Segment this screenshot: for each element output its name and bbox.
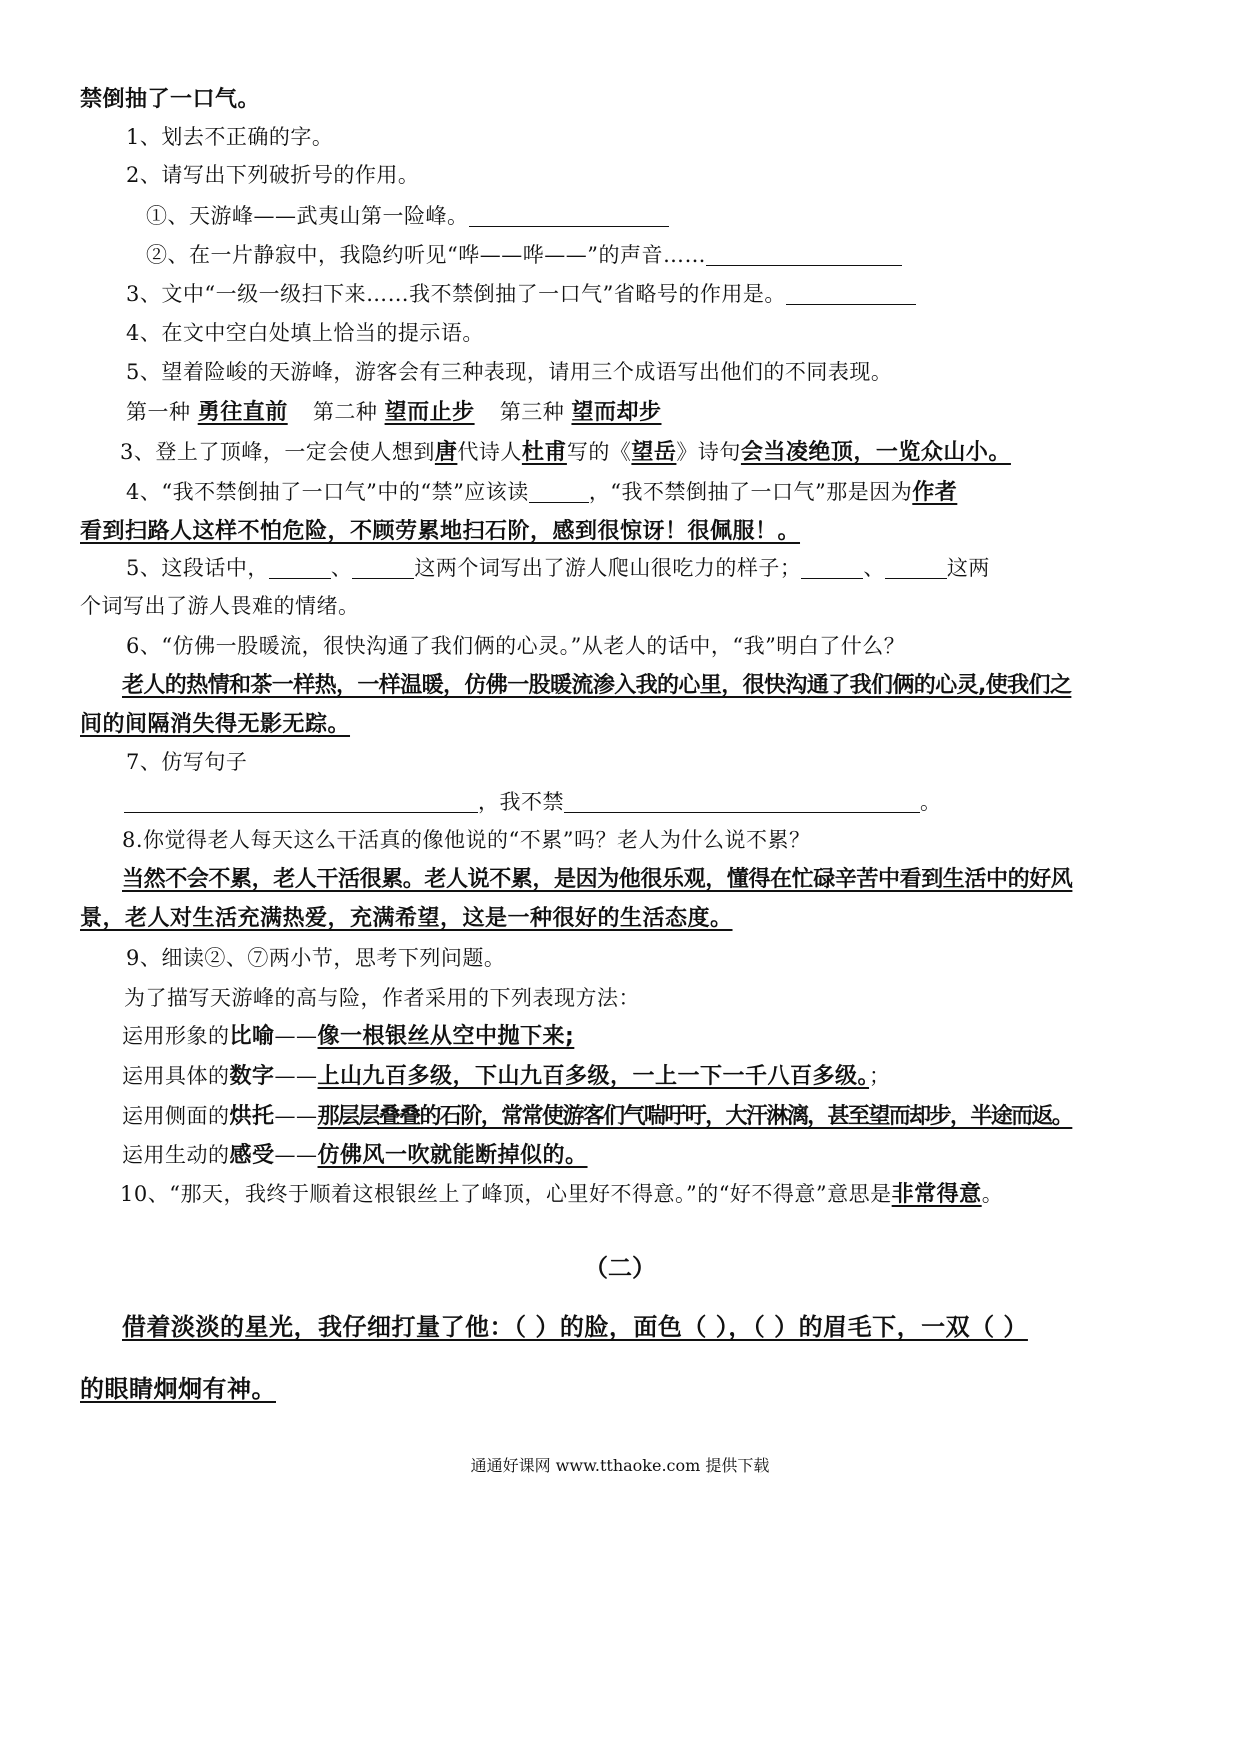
review-9-numbers [122, 1062, 891, 1091]
question-text: ； [869, 1064, 891, 1088]
label: 第二种 [312, 400, 378, 424]
answer-text: 上山九百多级，下山九百多级，一上一下一千八百多级。 [317, 1064, 870, 1089]
answer-blank[interactable] [529, 480, 589, 503]
review-8-answer [122, 866, 1072, 894]
label: 第三种 [499, 400, 565, 424]
answer-text: 会当凌绝顶，一览众山小。 [740, 440, 1011, 465]
answer-blank[interactable] [469, 204, 669, 227]
answer-blank[interactable] [564, 790, 920, 813]
review-3 [120, 438, 1011, 467]
label: 第一种 [126, 400, 191, 424]
answer-text: 老人的热情和茶一样热，一样温暖，仿佛一股暖流渗入我的心里，很快沟通了我们俩的心灵,使我们之 [122, 673, 1072, 698]
answer-blank[interactable] [706, 243, 902, 266]
answer-text: 像一根银丝从空中抛下来; [317, 1024, 575, 1049]
answer-blank[interactable] [269, 556, 331, 579]
answer-text: 看到扫路人这样不怕危险，不顾劳累地扫石阶，感到很惊讶！很佩服！。 [80, 519, 801, 544]
review-5 [126, 554, 990, 582]
question-text: —— [274, 1104, 318, 1128]
question-text: 这两个词写出了游人爬山很吃力的样子； [414, 556, 802, 580]
keyword: 感受 [229, 1143, 275, 1168]
review-9-intro [124, 984, 640, 1012]
question-2b [146, 241, 902, 269]
question-text: ②、在一片静寂中，我隐约听见“哗——哗——”的声音…… [146, 243, 706, 267]
question-text: 。 [981, 1182, 1004, 1206]
answer-text: 望而却步 [571, 400, 662, 425]
review-4-cont [80, 517, 800, 546]
question-text: 10、“那天，我终于顺着这根银丝上了峰顶，心里好不得意。”的“好不得意”意思是 [120, 1182, 892, 1206]
review-6-answer [122, 672, 1071, 700]
bold-text: 禁倒抽了一口气。 [80, 87, 261, 112]
question-5 [126, 358, 892, 386]
question-text: 运用具体的 [122, 1064, 230, 1088]
question-2 [126, 161, 419, 189]
review-4 [126, 478, 957, 507]
answer-text: 间的间隔消失得无影无踪。 [80, 712, 351, 737]
question-text: 1、划去不正确的字。 [126, 125, 334, 149]
question-1 [126, 123, 333, 151]
answer-text: 非常得意 [891, 1182, 982, 1207]
keyword: 比喻 [229, 1024, 275, 1049]
review-6-answer-cont [80, 711, 350, 739]
question-text: —— [274, 1024, 318, 1048]
question-text: 5、望着险峻的天游峰，游客会有三种表现，请用三个成语写出他们的不同表现。 [126, 360, 893, 384]
answer-text: 景，老人对生活充满热爱，充满希望，这是一种很好的生活态度。 [80, 906, 733, 931]
question-text: 3、文中“一级一级扫下来……我不禁倒抽了一口气”省略号的作用是。 [126, 282, 786, 306]
review-10 [120, 1180, 1003, 1209]
answer-blank[interactable] [885, 556, 947, 579]
question-text: 3、登上了顶峰，一定会使人想到 [120, 440, 435, 464]
answer-text: 作者 [912, 480, 958, 505]
review-8-answer-cont [80, 905, 733, 933]
question-text: ①、天游峰——武夷山第一险峰。 [146, 204, 469, 228]
answer-blank[interactable] [786, 282, 916, 305]
question-4 [126, 319, 484, 347]
answer-text: 唐 [434, 440, 458, 465]
question-text: 4、在文中空白处填上恰当的提示语。 [126, 321, 484, 345]
review-9-feeling [122, 1141, 588, 1170]
answer-text: 望岳 [631, 440, 677, 465]
answer-text: 仿佛风一吹就能断掉似的。 [317, 1143, 588, 1168]
review-5-cont [80, 592, 360, 620]
question-text: 5、这段话中， [126, 556, 269, 580]
answer-text: 勇往直前 [197, 400, 288, 425]
question-text: 、 [330, 556, 353, 580]
question-text: —— [274, 1143, 318, 1167]
passage-line [80, 1374, 276, 1404]
answer-blank[interactable] [352, 556, 414, 579]
passage-text: 的眼睛炯炯有神。 [80, 1375, 276, 1403]
review-7-blanks [124, 788, 942, 816]
question-text: 运用侧面的 [122, 1104, 230, 1128]
review-6 [126, 632, 905, 660]
answer-blank[interactable] [124, 790, 478, 813]
review-9 [126, 944, 505, 972]
answer-text: 杜甫 [521, 440, 567, 465]
question-text: —— [274, 1064, 318, 1088]
keyword: 烘托 [229, 1104, 275, 1129]
question-text: 代诗人 [457, 440, 522, 464]
passage-line [122, 1312, 1028, 1342]
page-footer: 通通好课网 www.tthaoke.com 提供下载 [470, 1456, 770, 1475]
keyword: 数字 [229, 1064, 275, 1089]
question-text: 、 [863, 556, 885, 580]
answer-text: 那层层叠叠的石阶，常常使游客们气喘吁吁，大汗淋漓，甚至望而却步，半途而返。 [317, 1104, 1073, 1129]
question-text: 9、细读②、⑦两小节，思考下列问题。 [126, 946, 506, 970]
question-2a [146, 202, 669, 230]
question-text: 运用生动的 [122, 1143, 230, 1167]
question-text: 》诗句 [676, 440, 741, 464]
review-9-contrast [122, 1102, 1072, 1131]
question-text: ，“我不禁倒抽了一口气”那是因为 [588, 480, 913, 504]
question-text: 写的《 [566, 440, 632, 464]
review-7 [126, 748, 247, 776]
review-9-metaphor [122, 1022, 574, 1051]
section-title: （二） [584, 1254, 656, 1282]
review-8 [122, 826, 811, 854]
question-text: 7、仿写句子 [126, 750, 248, 774]
answer-blank[interactable] [801, 556, 863, 579]
answer-text: 望而止步 [384, 400, 475, 425]
passage-text: 借着淡淡的星光，我仔细打量了他：（ ）的脸，面色（ ），（ ）的眉毛下，一双（ ） [122, 1313, 1028, 1341]
question-text: 。 [920, 790, 942, 814]
question-3 [126, 280, 916, 308]
question-text: 个词写出了游人畏难的情绪。 [80, 594, 360, 618]
question-text: 运用形象的 [122, 1024, 230, 1048]
question-text: 4、“我不禁倒抽了一口气”中的“禁”应该读 [126, 480, 529, 504]
question-text: 6、“仿佛一股暖流，很快沟通了我们俩的心灵。”从老人的话中，“我”明白了什么？ [126, 634, 906, 658]
question-text: 这两 [946, 556, 990, 580]
text-line [80, 86, 260, 114]
question-5-answers [126, 398, 661, 427]
question-text: ，我不禁 [478, 790, 564, 814]
question-text: 为了描写天游峰的高与险，作者采用的下列表现方法： [124, 986, 640, 1010]
question-text: 2、请写出下列破折号的作用。 [126, 163, 420, 187]
question-text: 8.你觉得老人每天这么干活真的像他说的“不累”吗？老人为什么说不累？ [122, 828, 811, 852]
answer-text: 当然不会不累，老人干活很累。老人说不累，是因为他很乐观，懂得在忙碌辛苦中看到生活中的好风 [122, 867, 1073, 892]
